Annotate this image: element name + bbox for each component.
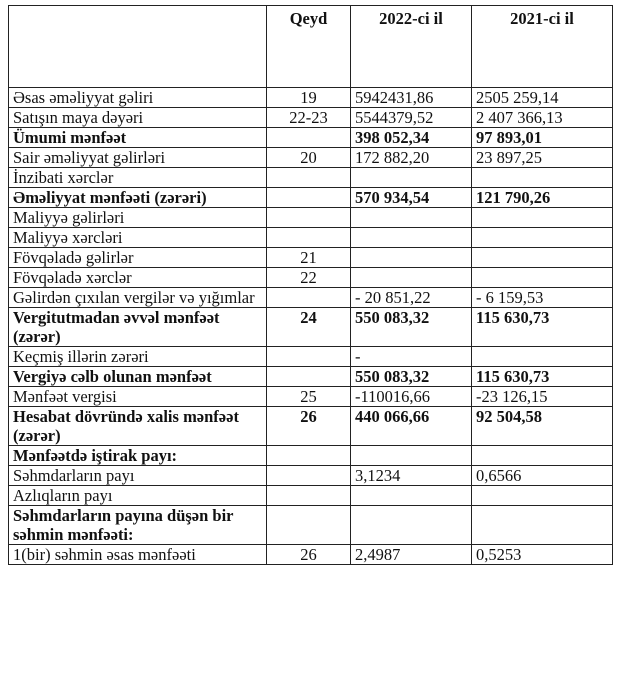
row-value-2021 [472,347,613,367]
row-note [267,168,351,188]
row-value-2022: 440 066,66 [351,407,472,446]
row-label: Sair əməliyyat gəlirləri [9,148,267,168]
row-value-2021: - 6 159,53 [472,288,613,308]
row-label: Fövqəladə gəlirlər [9,248,267,268]
row-value-2021: 115 630,73 [472,308,613,347]
row-value-2022: 2,4987 [351,545,472,565]
row-value-2022 [351,486,472,506]
row-label: Vergitutmadan əvvəl mənfəət (zərər) [9,308,267,347]
row-label: İnzibati xərclər [9,168,267,188]
header-row [9,6,613,88]
row-value-2021: 0,5253 [472,545,613,565]
row-label: Mənfəət vergisi [9,387,267,407]
row-label: Səhmdarların payı [9,466,267,486]
table-row [9,248,613,268]
row-label: Ümumi mənfəət [9,128,267,148]
row-note [267,446,351,466]
row-note [267,288,351,308]
row-value-2022 [351,228,472,248]
row-value-2022 [351,168,472,188]
table-row [9,308,613,347]
row-label: Əsas əməliyyat gəliri [9,88,267,108]
table-row [9,228,613,248]
row-note: 21 [267,248,351,268]
row-value-2021 [472,208,613,228]
table-row [9,208,613,228]
table-row [9,446,613,466]
row-value-2021: 92 504,58 [472,407,613,446]
row-label: Keçmiş illərin zərəri [9,347,267,367]
row-note [267,228,351,248]
row-value-2022: 172 882,20 [351,148,472,168]
row-label: Satışın maya dəyəri [9,108,267,128]
table-row [9,288,613,308]
row-value-2022: - [351,347,472,367]
row-value-2022 [351,248,472,268]
header-2022: 2022-ci il [351,6,472,88]
table-row [9,545,613,565]
row-value-2021: 2 407 366,13 [472,108,613,128]
row-label: Maliyyə xərcləri [9,228,267,248]
row-value-2021 [472,268,613,288]
row-value-2021: 97 893,01 [472,128,613,148]
row-value-2022: -110016,66 [351,387,472,407]
row-note [267,466,351,486]
row-note: 26 [267,545,351,565]
row-note [267,188,351,208]
row-label: Gəlirdən çıxılan vergilər və yığımlar [9,288,267,308]
row-value-2021: -23 126,15 [472,387,613,407]
row-value-2021 [472,228,613,248]
table-row [9,387,613,407]
income-statement-table [8,5,613,565]
table-row [9,148,613,168]
header-note: Qeyd [267,6,351,88]
row-note [267,208,351,228]
table-row [9,168,613,188]
table-row [9,466,613,486]
row-value-2021: 115 630,73 [472,367,613,387]
row-note: 22-23 [267,108,351,128]
row-value-2021: 23 897,25 [472,148,613,168]
row-value-2022: 550 083,32 [351,308,472,347]
table-row [9,486,613,506]
row-value-2022: 570 934,54 [351,188,472,208]
row-value-2021 [472,486,613,506]
row-value-2022: 5942431,86 [351,88,472,108]
row-value-2021 [472,248,613,268]
table-row [9,128,613,148]
row-value-2021: 2505 259,14 [472,88,613,108]
row-value-2022: 5544379,52 [351,108,472,128]
table-row [9,347,613,367]
row-value-2022: 398 052,34 [351,128,472,148]
table-row [9,506,613,545]
row-value-2021 [472,168,613,188]
row-note: 25 [267,387,351,407]
row-note [267,486,351,506]
row-note: 26 [267,407,351,446]
table-row [9,88,613,108]
row-value-2022 [351,446,472,466]
row-value-2021 [472,506,613,545]
row-note [267,128,351,148]
row-value-2022 [351,208,472,228]
header-2021: 2021-ci il [472,6,613,88]
row-label: Vergiyə cəlb olunan mənfəət [9,367,267,387]
row-note: 24 [267,308,351,347]
row-label: 1(bir) səhmin əsas mənfəəti [9,545,267,565]
row-label: Əməliyyat mənfəəti (zərəri) [9,188,267,208]
row-label: Səhmdarların payına düşən bir səhmin mənfəəti: [9,506,267,545]
row-value-2022 [351,268,472,288]
row-note: 20 [267,148,351,168]
row-value-2022 [351,506,472,545]
row-label: Maliyyə gəlirləri [9,208,267,228]
row-value-2021 [472,446,613,466]
header-label [9,6,267,88]
row-label: Azlıqların payı [9,486,267,506]
table-row [9,268,613,288]
row-label: Fövqəladə xərclər [9,268,267,288]
row-value-2021: 0,6566 [472,466,613,486]
row-value-2022: 550 083,32 [351,367,472,387]
row-note [267,347,351,367]
row-value-2021: 121 790,26 [472,188,613,208]
table-row [9,367,613,387]
row-label: Hesabat dövründə xalis mənfəət (zərər) [9,407,267,446]
row-note [267,367,351,387]
table-row [9,407,613,446]
row-value-2022: 3,1234 [351,466,472,486]
row-note: 19 [267,88,351,108]
table-row [9,188,613,208]
row-value-2022: - 20 851,22 [351,288,472,308]
table-row [9,108,613,128]
row-note [267,506,351,545]
row-label: Mənfəətdə iştirak payı: [9,446,267,466]
row-note: 22 [267,268,351,288]
